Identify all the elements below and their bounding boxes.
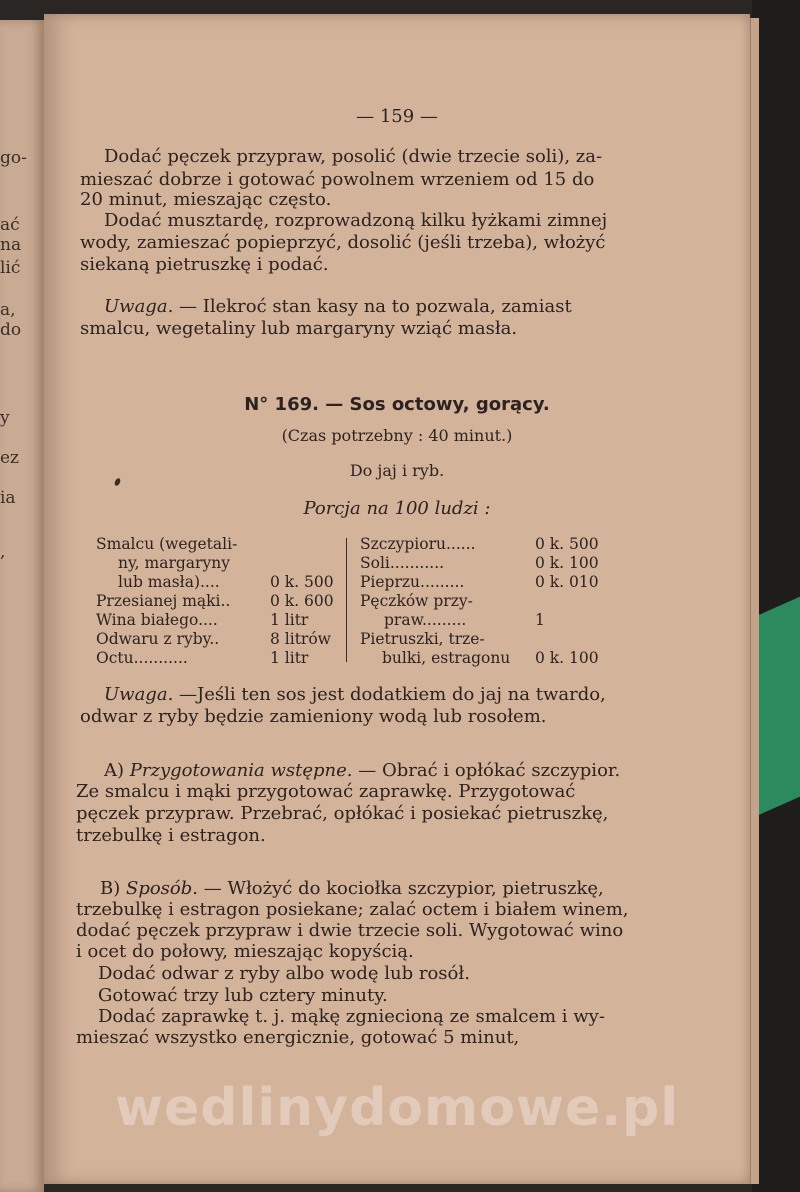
ingredient-qty: 0 k. 500 [535, 535, 599, 553]
note-line [104, 298, 572, 316]
left-page-fragment: na [0, 235, 22, 255]
section-a-line: Ze smalcu i mąki przygotować zaprawkę. Przygotować [76, 781, 576, 802]
section-b-line: Dodać odwar z ryby albo wodę lub rosół. [98, 963, 470, 984]
background-dark [752, 0, 800, 1192]
ingredient-qty: 0 k. 010 [535, 573, 599, 591]
recipe-title: — Sos octowy, gorący. [318, 394, 550, 415]
recipe-time: (Czas potrzebny : 40 minut.) [281, 426, 513, 445]
left-page-fragment: go- [0, 148, 27, 168]
intro-line: 20 minut, mieszając często. [80, 189, 332, 210]
ingredient-name: lub masła).... [118, 573, 220, 591]
section-a-line [104, 762, 620, 780]
section-b-label: Sposób. [125, 878, 198, 899]
ingredient-name: Wina białego.... [96, 611, 218, 629]
section-a-label: Przygotowania wstępne. [129, 760, 353, 781]
ingredient-name: Pęczków przy- [360, 592, 473, 610]
ingredient-qty: 1 [535, 611, 545, 629]
intro-line: mieszać dobrze i gotować powolnem wrzeniem od 15 do [80, 169, 595, 190]
note-text: — Ilekroć stan kasy na to pozwala, zamiast [173, 296, 572, 317]
page-edge [750, 18, 759, 1184]
section-b-line [100, 880, 604, 898]
ingredient-name: Przesianej mąki.. [96, 592, 231, 610]
ingredient-qty: 0 k. 500 [270, 573, 334, 591]
section-a-line: pęczek przypraw. Przebrać, opłókać i posiekać pietruszkę, [76, 803, 609, 824]
ingredient-qty: 1 litr [270, 611, 309, 629]
ingredient-name: praw......... [384, 611, 467, 629]
ingredient-name: Soli........... [360, 554, 445, 572]
ingredient-qty: 1 litr [270, 649, 309, 667]
left-page-fragment: ez [0, 448, 20, 468]
section-a-prefix: A) [104, 760, 130, 781]
page-number: — 159 — [356, 106, 438, 127]
left-page-fragment: a, [0, 300, 16, 320]
ingredient-name: Smalcu (wegetali- [96, 535, 238, 553]
note-label: Uwaga. [104, 684, 174, 705]
left-page [0, 20, 44, 1192]
ingredient-name: Szczypioru...... [360, 535, 476, 553]
section-b-prefix: B) [100, 878, 126, 899]
table-divider [346, 538, 347, 662]
left-page-fragment: ia [0, 488, 16, 508]
ingredient-name: ny, margaryny [118, 554, 230, 572]
note-line: smalcu, wegetaliny lub margaryny wziąć masła. [80, 318, 518, 339]
left-page-fragment: , [0, 542, 6, 562]
note-text: —Jeśli ten sos jest dodatkiem do jaj na twardo, [173, 684, 606, 705]
recipe-number: N° 169. [244, 394, 319, 415]
section-b-line: Dodać zaprawkę t. j. mąkę zgniecioną ze smalcem i wy- [98, 1006, 605, 1027]
section-b-line: mieszać wszystko energicznie, gotować 5 minut, [76, 1027, 520, 1048]
watermark: wedlinydomowe.pl [114, 1078, 680, 1138]
note-line [104, 686, 606, 704]
intro-line: Dodać pęczek przypraw, posolić (dwie trzecie soli), za- [104, 146, 603, 167]
note-line: odwar z ryby będzie zamieniony wodą lub rosołem. [80, 706, 547, 727]
recipe-heading [44, 396, 750, 414]
ingredient-name: Octu........... [96, 649, 188, 667]
ingredient-name: bulki, estragonu [382, 649, 511, 667]
left-page-fragment: lić [0, 258, 21, 278]
intro-line: siekaną pietruszkę i podać. [80, 254, 329, 275]
ingredient-name: Odwaru z ryby.. [96, 630, 220, 648]
section-a-line: trzebulkę i estragon. [76, 825, 266, 846]
ingredient-name: Pieprzu......... [360, 573, 465, 591]
left-page-fragment: y [0, 408, 10, 428]
ingredient-qty: 0 k. 100 [535, 554, 599, 572]
section-b-line: dodać pęczek przypraw i dwie trzecie soli. Wygotować wino [76, 920, 624, 941]
section-b-line: i ocet do połowy, mieszając kopyścią. [76, 941, 414, 962]
left-page-fragment: do [0, 320, 22, 340]
ingredient-qty: 8 litrów [270, 630, 331, 648]
section-b-text: — Włożyć do kociołka szczypior, pietruszkę, [198, 878, 604, 899]
left-page-fragment: ać [0, 215, 20, 235]
recipe-portion: Porcja na 100 ludzi : [303, 498, 491, 519]
ingredient-qty: 0 k. 600 [270, 592, 334, 610]
ingredient-name: Pietruszki, trze- [360, 630, 485, 648]
note-label: Uwaga. [104, 296, 174, 317]
recipe-for: Do jaj i ryb. [349, 461, 445, 480]
intro-line: Dodać musztardę, rozprowadzoną kilku łyżkami zimnej [104, 210, 608, 231]
ingredient-qty: 0 k. 100 [535, 649, 599, 667]
section-b-line: Gotować trzy lub cztery minuty. [98, 985, 388, 1006]
intro-line: wody, zamieszać popieprzyć, dosolić (jeśli trzeba), włożyć [80, 232, 606, 253]
section-b-line: trzebulkę i estragon posiekane; zalać octem i białem winem, [76, 899, 629, 920]
section-a-text: — Obrać i opłókać szczypior. [352, 760, 621, 781]
